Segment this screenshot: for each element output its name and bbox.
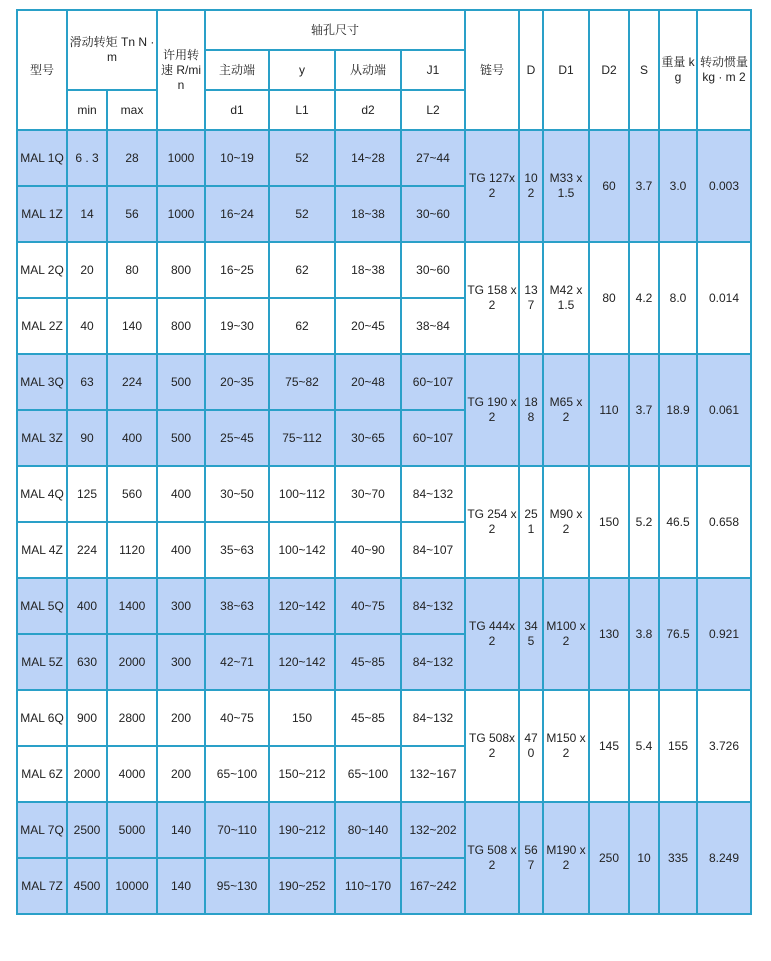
cell-d2: 14~28 (335, 130, 401, 186)
cell-d1: 16~24 (205, 186, 269, 242)
cell-allow-speed: 200 (157, 746, 205, 802)
cell-min-torque: 20 (67, 242, 107, 298)
cell-l1: 62 (269, 298, 335, 354)
header-row-1 (17, 10, 751, 50)
header-inertia: 转动惯量 kg · m 2 (697, 10, 751, 130)
cell-l1: 52 (269, 130, 335, 186)
cell-l1: 75~82 (269, 354, 335, 410)
cell-l2: 84~132 (401, 466, 465, 522)
cell-d2: 65~100 (335, 746, 401, 802)
cell-d1: 30~50 (205, 466, 269, 522)
cell-weight: 18.9 (659, 354, 697, 466)
cell-max-torque: 2800 (107, 690, 157, 746)
cell-D: 251 (519, 466, 543, 578)
cell-d2: 20~48 (335, 354, 401, 410)
cell-allow-speed: 140 (157, 802, 205, 858)
cell-l2: 60~107 (401, 354, 465, 410)
cell-model: MAL 3Z (17, 410, 67, 466)
cell-d2: 45~85 (335, 690, 401, 746)
cell-l2: 84~132 (401, 690, 465, 746)
cell-D1: M90 x 2 (543, 466, 589, 578)
cell-chain: TG 190 x 2 (465, 354, 519, 466)
cell-min-torque: 63 (67, 354, 107, 410)
cell-d1: 10~19 (205, 130, 269, 186)
cell-D2: 130 (589, 578, 629, 690)
cell-min-torque: 400 (67, 578, 107, 634)
cell-S: 5.2 (629, 466, 659, 578)
header-S: S (629, 10, 659, 130)
cell-D: 345 (519, 578, 543, 690)
coupling-spec-table (16, 9, 752, 915)
cell-l2: 38~84 (401, 298, 465, 354)
cell-min-torque: 2500 (67, 802, 107, 858)
cell-l2: 27~44 (401, 130, 465, 186)
cell-model: MAL 1Z (17, 186, 67, 242)
cell-l2: 132~202 (401, 802, 465, 858)
cell-D1: M190 x 2 (543, 802, 589, 914)
table-row (17, 690, 751, 746)
cell-allow-speed: 400 (157, 522, 205, 578)
cell-weight: 335 (659, 802, 697, 914)
cell-allow-speed: 1000 (157, 186, 205, 242)
header-chain: 链号 (465, 10, 519, 130)
cell-inertia: 0.061 (697, 354, 751, 466)
cell-d2: 18~38 (335, 186, 401, 242)
table-row (17, 466, 751, 522)
cell-model: MAL 2Q (17, 242, 67, 298)
cell-D: 188 (519, 354, 543, 466)
cell-d2: 45~85 (335, 634, 401, 690)
cell-min-torque: 14 (67, 186, 107, 242)
cell-d2: 18~38 (335, 242, 401, 298)
header-driving-end: 主动端 (205, 50, 269, 90)
cell-max-torque: 10000 (107, 858, 157, 914)
cell-weight: 155 (659, 690, 697, 802)
cell-D2: 60 (589, 130, 629, 242)
cell-d1: 35~63 (205, 522, 269, 578)
cell-l2: 167~242 (401, 858, 465, 914)
header-l1: L1 (269, 90, 335, 130)
cell-l1: 190~252 (269, 858, 335, 914)
cell-weight: 76.5 (659, 578, 697, 690)
cell-allow-speed: 800 (157, 242, 205, 298)
cell-min-torque: 630 (67, 634, 107, 690)
cell-inertia: 0.003 (697, 130, 751, 242)
cell-l2: 132~167 (401, 746, 465, 802)
cell-l1: 52 (269, 186, 335, 242)
cell-S: 3.7 (629, 354, 659, 466)
header-y: y (269, 50, 335, 90)
cell-D2: 145 (589, 690, 629, 802)
cell-S: 3.8 (629, 578, 659, 690)
cell-allow-speed: 200 (157, 690, 205, 746)
spec-table-container (16, 9, 752, 915)
cell-allow-speed: 400 (157, 466, 205, 522)
cell-max-torque: 28 (107, 130, 157, 186)
cell-max-torque: 224 (107, 354, 157, 410)
cell-d1: 19~30 (205, 298, 269, 354)
cell-D1: M150 x 2 (543, 690, 589, 802)
cell-inertia: 0.014 (697, 242, 751, 354)
cell-min-torque: 90 (67, 410, 107, 466)
header-slip-torque: 滑动转矩 Tn N · m (67, 10, 157, 90)
cell-d1: 65~100 (205, 746, 269, 802)
cell-d2: 80~140 (335, 802, 401, 858)
cell-max-torque: 4000 (107, 746, 157, 802)
header-driven-end: 从动端 (335, 50, 401, 90)
cell-l2: 84~132 (401, 634, 465, 690)
cell-d1: 40~75 (205, 690, 269, 746)
cell-chain: TG 508x 2 (465, 690, 519, 802)
cell-max-torque: 80 (107, 242, 157, 298)
cell-d1: 25~45 (205, 410, 269, 466)
cell-max-torque: 560 (107, 466, 157, 522)
cell-D2: 150 (589, 466, 629, 578)
header-min: min (67, 90, 107, 130)
cell-S: 5.4 (629, 690, 659, 802)
cell-l1: 150~212 (269, 746, 335, 802)
cell-chain: TG 127x 2 (465, 130, 519, 242)
cell-l2: 30~60 (401, 242, 465, 298)
header-bore-size: 轴孔尺寸 (205, 10, 465, 50)
cell-d1: 42~71 (205, 634, 269, 690)
cell-D: 470 (519, 690, 543, 802)
cell-model: MAL 3Q (17, 354, 67, 410)
cell-inertia: 0.921 (697, 578, 751, 690)
header-D1: D1 (543, 10, 589, 130)
cell-inertia: 0.658 (697, 466, 751, 578)
cell-l1: 62 (269, 242, 335, 298)
cell-allow-speed: 1000 (157, 130, 205, 186)
table-row (17, 802, 751, 858)
cell-d2: 110~170 (335, 858, 401, 914)
table-row (17, 242, 751, 298)
cell-weight: 46.5 (659, 466, 697, 578)
header-allow-speed: 许用转速 R/min (157, 10, 205, 130)
cell-max-torque: 140 (107, 298, 157, 354)
cell-d1: 20~35 (205, 354, 269, 410)
cell-min-torque: 224 (67, 522, 107, 578)
cell-D: 137 (519, 242, 543, 354)
cell-allow-speed: 300 (157, 634, 205, 690)
header-d2: d2 (335, 90, 401, 130)
cell-min-torque: 4500 (67, 858, 107, 914)
cell-D1: M33 x 1.5 (543, 130, 589, 242)
table-row (17, 130, 751, 186)
cell-l2: 60~107 (401, 410, 465, 466)
cell-model: MAL 7Z (17, 858, 67, 914)
cell-min-torque: 40 (67, 298, 107, 354)
cell-d1: 16~25 (205, 242, 269, 298)
header-D2: D2 (589, 10, 629, 130)
cell-max-torque: 1120 (107, 522, 157, 578)
cell-allow-speed: 500 (157, 410, 205, 466)
cell-S: 10 (629, 802, 659, 914)
cell-S: 4.2 (629, 242, 659, 354)
cell-model: MAL 6Z (17, 746, 67, 802)
cell-S: 3.7 (629, 130, 659, 242)
table-row (17, 354, 751, 410)
header-d1: d1 (205, 90, 269, 130)
cell-l1: 120~142 (269, 578, 335, 634)
cell-weight: 3.0 (659, 130, 697, 242)
cell-l2: 30~60 (401, 186, 465, 242)
cell-allow-speed: 300 (157, 578, 205, 634)
cell-d2: 30~65 (335, 410, 401, 466)
cell-d1: 38~63 (205, 578, 269, 634)
cell-D1: M65 x 2 (543, 354, 589, 466)
header-model: 型号 (17, 10, 67, 130)
cell-l1: 150 (269, 690, 335, 746)
cell-model: MAL 5Q (17, 578, 67, 634)
cell-chain: TG 254 x 2 (465, 466, 519, 578)
cell-D2: 250 (589, 802, 629, 914)
cell-l1: 190~212 (269, 802, 335, 858)
cell-d1: 70~110 (205, 802, 269, 858)
header-max: max (107, 90, 157, 130)
cell-D: 102 (519, 130, 543, 242)
cell-l2: 84~107 (401, 522, 465, 578)
header-weight: 重量 kg (659, 10, 697, 130)
cell-model: MAL 4Q (17, 466, 67, 522)
cell-D1: M100 x 2 (543, 578, 589, 690)
cell-max-torque: 400 (107, 410, 157, 466)
cell-model: MAL 4Z (17, 522, 67, 578)
cell-max-torque: 56 (107, 186, 157, 242)
cell-model: MAL 1Q (17, 130, 67, 186)
cell-inertia: 8.249 (697, 802, 751, 914)
cell-weight: 8.0 (659, 242, 697, 354)
cell-d1: 95~130 (205, 858, 269, 914)
header-j1: J1 (401, 50, 465, 90)
cell-inertia: 3.726 (697, 690, 751, 802)
cell-l1: 75~112 (269, 410, 335, 466)
cell-model: MAL 2Z (17, 298, 67, 354)
header-D: D (519, 10, 543, 130)
cell-model: MAL 5Z (17, 634, 67, 690)
table-body (17, 10, 751, 914)
cell-model: MAL 7Q (17, 802, 67, 858)
cell-d2: 40~75 (335, 578, 401, 634)
cell-d2: 30~70 (335, 466, 401, 522)
cell-l1: 100~112 (269, 466, 335, 522)
cell-model: MAL 6Q (17, 690, 67, 746)
cell-min-torque: 125 (67, 466, 107, 522)
header-l2: L2 (401, 90, 465, 130)
cell-d2: 20~45 (335, 298, 401, 354)
cell-max-torque: 1400 (107, 578, 157, 634)
cell-chain: TG 158 x 2 (465, 242, 519, 354)
cell-allow-speed: 140 (157, 858, 205, 914)
cell-D2: 110 (589, 354, 629, 466)
cell-max-torque: 2000 (107, 634, 157, 690)
cell-l1: 100~142 (269, 522, 335, 578)
cell-chain: TG 444x 2 (465, 578, 519, 690)
cell-D: 567 (519, 802, 543, 914)
cell-allow-speed: 500 (157, 354, 205, 410)
cell-min-torque: 900 (67, 690, 107, 746)
cell-allow-speed: 800 (157, 298, 205, 354)
cell-chain: TG 508 x 2 (465, 802, 519, 914)
cell-l1: 120~142 (269, 634, 335, 690)
cell-D1: M42 x 1.5 (543, 242, 589, 354)
cell-min-torque: 2000 (67, 746, 107, 802)
cell-min-torque: 6 . 3 (67, 130, 107, 186)
cell-max-torque: 5000 (107, 802, 157, 858)
cell-d2: 40~90 (335, 522, 401, 578)
cell-l2: 84~132 (401, 578, 465, 634)
table-row (17, 578, 751, 634)
cell-D2: 80 (589, 242, 629, 354)
